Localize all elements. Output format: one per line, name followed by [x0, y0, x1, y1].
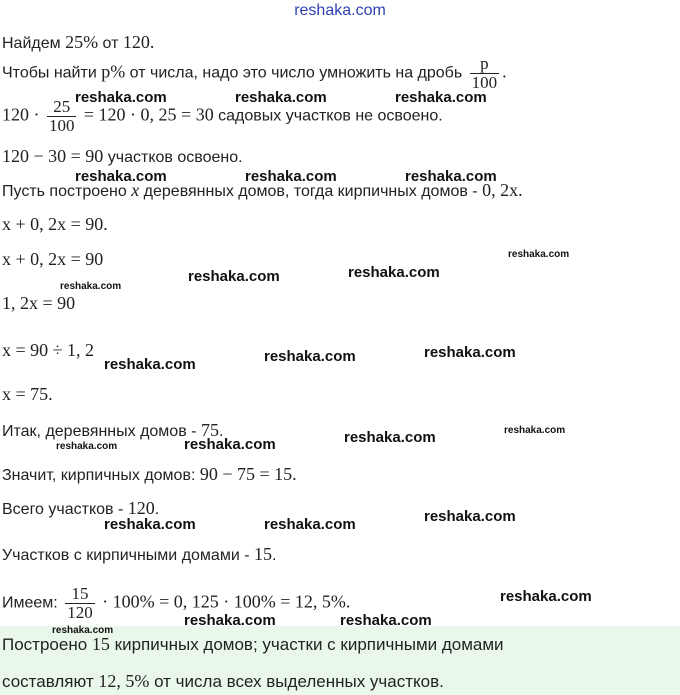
watermark: reshaka.com [344, 429, 436, 446]
watermark: reshaka.com [184, 436, 276, 453]
fraction [47, 98, 77, 135]
text: Значит, кирпичных домов: [2, 467, 196, 484]
math: p% [101, 61, 126, 82]
watermark: reshaka.com [75, 89, 167, 106]
watermark: reshaka.com [340, 612, 432, 629]
line-2 [2, 55, 507, 92]
line-1 [2, 32, 154, 54]
text: деревянных домов, тогда кирпичных домов - [143, 183, 478, 200]
watermark: reshaka.com [60, 281, 122, 292]
fraction-denominator: 100 [48, 116, 75, 135]
text: Чтобы найти [2, 64, 97, 82]
text: составляют [2, 672, 94, 691]
watermark: reshaka.com [424, 508, 516, 525]
watermark: reshaka.com [405, 168, 497, 185]
math: 12, 5% [98, 671, 150, 691]
text: участков освоено. [107, 149, 243, 166]
line-4 [2, 146, 243, 168]
watermark: reshaka.com [188, 268, 280, 285]
line-12 [2, 464, 297, 486]
watermark: reshaka.com [264, 516, 356, 533]
math: 0, 2x. [482, 180, 523, 200]
text: . [218, 423, 224, 440]
watermark: reshaka.com [184, 612, 276, 629]
text: Участков с кирпичными домами - [2, 547, 250, 564]
watermark: reshaka.com [104, 516, 196, 533]
equation-5: x = 75. [2, 384, 53, 404]
text: Имеем: [2, 594, 58, 612]
math: · 100% = 0, 125 · 100% = 12, 5%. [102, 591, 351, 612]
math: 25% [65, 32, 99, 52]
math: x [131, 180, 140, 200]
text: Итак, деревянных домов - [2, 423, 197, 440]
math: 120. [122, 32, 155, 52]
math: = 120 · 0, 25 = 30 [83, 104, 214, 125]
watermark: reshaka.com [348, 264, 440, 281]
watermark: reshaka.com [56, 441, 118, 452]
equation-4: x = 90 ÷ 1, 2 [2, 340, 95, 360]
line-15 [2, 585, 350, 622]
watermark: reshaka.com [245, 168, 337, 185]
text: Всего участков - [2, 501, 124, 518]
watermark: reshaka.com [504, 425, 566, 436]
math: 120 · [2, 104, 40, 125]
equation-3: 1, 2x = 90 [2, 293, 76, 313]
equation-1: x + 0, 2x = 90. [2, 214, 108, 234]
math: 120 − 30 = 90 [2, 146, 104, 166]
fraction-numerator: 25 [53, 97, 71, 116]
text: садовых участков не освоено. [218, 107, 443, 125]
math: 15 [91, 634, 110, 654]
math: 90 − 75 = 15. [199, 464, 297, 484]
text: от числа, надо это число умножить на дробь [129, 64, 463, 82]
text: Построено [2, 635, 88, 654]
watermark: reshaka.com [500, 588, 592, 605]
fraction-denominator: 100 [471, 73, 498, 92]
fraction-numerator: 15 [71, 584, 89, 603]
math: 120 [127, 498, 155, 518]
header-watermark: reshaka.com [294, 2, 386, 19]
text: кирпичных домов; участки с кирпичными домами [114, 635, 504, 654]
text: от [102, 35, 119, 52]
math: 15 [253, 544, 272, 564]
text: Найдем [2, 35, 61, 52]
line-14 [2, 544, 276, 566]
watermark: reshaka.com [235, 89, 327, 106]
math: 75 [200, 420, 219, 440]
text: . [271, 547, 277, 564]
fraction [65, 585, 95, 622]
watermark: reshaka.com [264, 348, 356, 365]
fraction [470, 55, 500, 92]
watermark: reshaka.com [424, 344, 516, 361]
text: от числа всех выделенных участков. [154, 672, 444, 691]
math: . [502, 61, 507, 82]
fraction-numerator: p [480, 54, 489, 73]
fraction-denominator: 120 [67, 603, 93, 622]
text: Пусть построено [2, 183, 127, 200]
watermark: reshaka.com [395, 89, 487, 106]
answer-line-2 [2, 671, 444, 692]
watermark: reshaka.com [508, 249, 570, 260]
equation-2: x + 0, 2x = 90 [2, 249, 104, 269]
line-3 [2, 98, 443, 135]
watermark: reshaka.com [75, 168, 167, 185]
watermark: reshaka.com [52, 625, 114, 636]
text: . [154, 501, 160, 518]
watermark: reshaka.com [104, 356, 196, 373]
answer-line-1 [2, 634, 504, 655]
